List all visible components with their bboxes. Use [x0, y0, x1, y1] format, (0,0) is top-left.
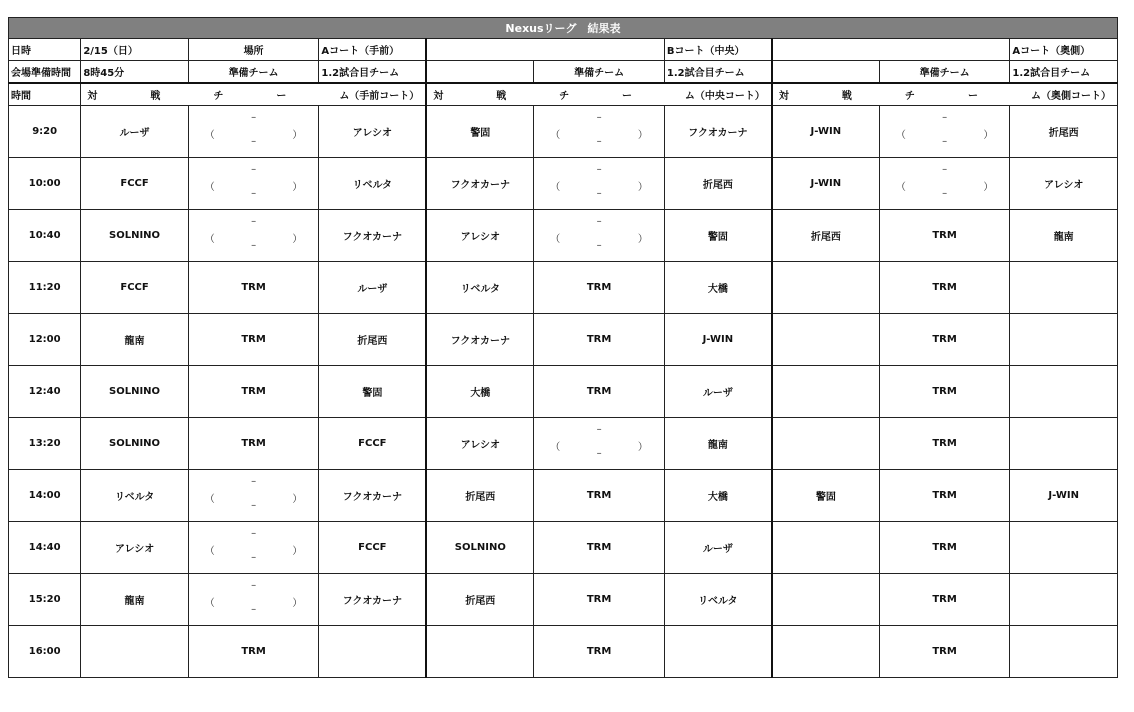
away-team: フクオカーナ: [319, 574, 426, 626]
close-paren: ）: [292, 130, 303, 141]
score-placeholder: [188, 470, 319, 522]
table-row: [9, 626, 1118, 678]
home-team: [772, 626, 879, 678]
results-sheet: [8, 17, 1118, 678]
score-dash: –: [596, 448, 602, 459]
away-team: 折尾西: [664, 158, 771, 210]
versus-header-char: ム（手前コート）: [339, 91, 420, 102]
score-placeholder: [188, 574, 319, 626]
table-row: [9, 106, 1118, 158]
referee-cell: TRM: [879, 418, 1010, 470]
home-team: フクオカーナ: [426, 158, 533, 210]
score-dash: –: [251, 552, 257, 563]
score-dash: –: [251, 240, 257, 251]
score-dash: –: [596, 112, 602, 123]
close-paren: ）: [637, 182, 648, 193]
home-team: [772, 574, 879, 626]
away-team: フクオカーナ: [319, 470, 426, 522]
referee-cell: TRM: [534, 626, 665, 678]
open-paren: （: [550, 130, 561, 141]
score-dash: –: [251, 112, 257, 123]
versus-header-char: チ: [213, 91, 224, 102]
home-team: SOLNINO: [426, 522, 533, 574]
referee-cell: TRM: [188, 418, 319, 470]
match-time: 13:20: [9, 418, 81, 470]
home-team: J-WIN: [772, 106, 879, 158]
match-time: 14:00: [9, 470, 81, 522]
away-team: ルーザ: [319, 262, 426, 314]
versus-header-char: 対: [778, 91, 789, 102]
score-dash: –: [251, 528, 257, 539]
open-paren: （: [895, 130, 906, 141]
home-team: 大橋: [426, 366, 533, 418]
score-dash: –: [251, 580, 257, 591]
score-dash: –: [942, 188, 948, 199]
home-team: SOLNINO: [81, 366, 188, 418]
referee-cell: TRM: [879, 522, 1010, 574]
away-team: 龍南: [664, 418, 771, 470]
empty-cell: [426, 39, 664, 61]
table-row: [9, 418, 1118, 470]
sheet-title: Nexusリーグ 結果表: [9, 18, 1118, 39]
versus-header-char: ム（中央コート）: [684, 91, 765, 102]
away-team: リベルタ: [664, 574, 771, 626]
referee-cell: TRM: [188, 262, 319, 314]
away-team: フクオカーナ: [664, 106, 771, 158]
home-team: 警固: [772, 470, 879, 522]
prep-team-label: 準備チーム: [188, 61, 319, 84]
court-a-back-label: Aコート（奥側）: [1010, 39, 1118, 61]
versus-header-char: 対: [433, 91, 444, 102]
away-team: J-WIN: [664, 314, 771, 366]
match-time: 12:40: [9, 366, 81, 418]
score-dash: –: [596, 240, 602, 251]
away-team: ルーザ: [664, 522, 771, 574]
open-paren: （: [550, 234, 561, 245]
open-paren: （: [895, 182, 906, 193]
home-team: [426, 626, 533, 678]
versus-header-center: [426, 83, 772, 106]
match-time: 11:20: [9, 262, 81, 314]
versus-header-char: ム（奥側コート）: [1030, 91, 1111, 102]
table-row: [9, 262, 1118, 314]
table-row: [9, 522, 1118, 574]
close-paren: ）: [983, 182, 994, 193]
table-row: [9, 366, 1118, 418]
home-team: [772, 262, 879, 314]
court-b-center-label: Bコート（中央）: [664, 39, 771, 61]
home-team: [772, 366, 879, 418]
match-time: 12:00: [9, 314, 81, 366]
home-team: アレシオ: [426, 418, 533, 470]
away-team: [664, 626, 771, 678]
score-dash: –: [251, 188, 257, 199]
open-paren: （: [204, 182, 215, 193]
home-team: SOLNINO: [81, 210, 188, 262]
prep-time-label: 会場準備時間: [9, 61, 81, 84]
prep-team-label: 準備チーム: [534, 61, 665, 84]
away-team: [319, 626, 426, 678]
away-team: アレシオ: [1010, 158, 1118, 210]
close-paren: ）: [292, 494, 303, 505]
home-team: 折尾西: [426, 470, 533, 522]
referee-cell: TRM: [879, 626, 1010, 678]
home-team: リベルタ: [81, 470, 188, 522]
close-paren: ）: [292, 182, 303, 193]
match-time: 14:40: [9, 522, 81, 574]
score-placeholder: [188, 158, 319, 210]
score-dash: –: [251, 500, 257, 511]
score-dash: –: [596, 188, 602, 199]
score-dash: –: [596, 136, 602, 147]
close-paren: ）: [292, 598, 303, 609]
away-team: フクオカーナ: [319, 210, 426, 262]
match-time: 15:20: [9, 574, 81, 626]
score-placeholder: [188, 522, 319, 574]
home-team: 警固: [426, 106, 533, 158]
empty-cell: [772, 61, 879, 84]
open-paren: （: [204, 494, 215, 505]
away-team: [1010, 418, 1118, 470]
score-placeholder: [188, 210, 319, 262]
versus-header-char: チ: [904, 91, 915, 102]
away-team: [1010, 262, 1118, 314]
referee-cell: TRM: [534, 522, 665, 574]
empty-cell: [426, 61, 533, 84]
versus-header-char: ー: [967, 91, 978, 102]
versus-header-char: 対: [87, 91, 98, 102]
referee-cell: TRM: [879, 314, 1010, 366]
prep-time-value: 8時45分: [81, 61, 188, 84]
score-dash: –: [251, 164, 257, 175]
score-placeholder: [534, 210, 665, 262]
close-paren: ）: [637, 130, 648, 141]
away-team: [1010, 626, 1118, 678]
home-team: [772, 314, 879, 366]
score-placeholder: [188, 106, 319, 158]
score-dash: –: [251, 476, 257, 487]
referee-cell: TRM: [534, 366, 665, 418]
referee-cell: TRM: [534, 470, 665, 522]
away-team: リベルタ: [319, 158, 426, 210]
versus-header-char: チ: [559, 91, 570, 102]
home-team: ルーザ: [81, 106, 188, 158]
score-dash: –: [942, 112, 948, 123]
referee-cell: TRM: [879, 262, 1010, 314]
home-team: [772, 418, 879, 470]
away-team: [1010, 314, 1118, 366]
score-dash: –: [251, 604, 257, 615]
score-dash: –: [596, 216, 602, 227]
versus-header-char: ー: [276, 91, 287, 102]
score-dash: –: [942, 164, 948, 175]
referee-cell: TRM: [534, 314, 665, 366]
away-team: 折尾西: [319, 314, 426, 366]
open-paren: （: [550, 182, 561, 193]
home-team: J-WIN: [772, 158, 879, 210]
home-team: 折尾西: [426, 574, 533, 626]
score-placeholder: [879, 106, 1010, 158]
match-time: 10:00: [9, 158, 81, 210]
table-row: [9, 158, 1118, 210]
referee-cell: TRM: [879, 210, 1010, 262]
open-paren: （: [204, 130, 215, 141]
home-team: リベルタ: [426, 262, 533, 314]
home-team: アレシオ: [81, 522, 188, 574]
versus-header-char: ー: [621, 91, 632, 102]
versus-header-back: [772, 83, 1118, 106]
open-paren: （: [204, 234, 215, 245]
home-team: [772, 522, 879, 574]
home-team: 龍南: [81, 314, 188, 366]
first-two-label: 1.2試合目チーム: [319, 61, 426, 84]
match-time: 16:00: [9, 626, 81, 678]
match-time: 9:20: [9, 106, 81, 158]
table-row: [9, 574, 1118, 626]
referee-cell: TRM: [534, 262, 665, 314]
versus-header-char: 戦: [150, 91, 161, 102]
away-team: 警固: [319, 366, 426, 418]
score-placeholder: [534, 158, 665, 210]
score-dash: –: [596, 424, 602, 435]
away-team: ルーザ: [664, 366, 771, 418]
home-team: FCCF: [81, 262, 188, 314]
versus-header-char: 戦: [496, 91, 507, 102]
score-dash: –: [596, 164, 602, 175]
home-team: 龍南: [81, 574, 188, 626]
close-paren: ）: [292, 234, 303, 245]
score-placeholder: [534, 418, 665, 470]
score-dash: –: [251, 216, 257, 227]
away-team: 龍南: [1010, 210, 1118, 262]
referee-cell: TRM: [188, 314, 319, 366]
empty-cell: [772, 39, 1010, 61]
match-time: 10:40: [9, 210, 81, 262]
table-row: [9, 210, 1118, 262]
referee-cell: TRM: [188, 626, 319, 678]
versus-header-front: [81, 83, 427, 106]
first-two-label: 1.2試合目チーム: [1010, 61, 1118, 84]
close-paren: ）: [983, 130, 994, 141]
home-team: SOLNINO: [81, 418, 188, 470]
table-row: [9, 470, 1118, 522]
away-team: J-WIN: [1010, 470, 1118, 522]
table-row: [9, 314, 1118, 366]
referee-cell: TRM: [879, 366, 1010, 418]
away-team: [1010, 366, 1118, 418]
results-table: [8, 17, 1118, 678]
open-paren: （: [204, 598, 215, 609]
prep-team-label: 準備チーム: [879, 61, 1010, 84]
away-team: 大橋: [664, 470, 771, 522]
away-team: 折尾西: [1010, 106, 1118, 158]
score-dash: –: [942, 136, 948, 147]
score-placeholder: [879, 158, 1010, 210]
away-team: アレシオ: [319, 106, 426, 158]
referee-cell: TRM: [879, 470, 1010, 522]
place-label: 場所: [188, 39, 319, 61]
versus-header-char: 戦: [841, 91, 852, 102]
referee-cell: TRM: [188, 366, 319, 418]
close-paren: ）: [637, 234, 648, 245]
score-dash: –: [251, 136, 257, 147]
home-team: 折尾西: [772, 210, 879, 262]
date-value: 2/15（日）: [81, 39, 188, 61]
first-two-label: 1.2試合目チーム: [664, 61, 771, 84]
away-team: 大橋: [664, 262, 771, 314]
away-team: FCCF: [319, 418, 426, 470]
away-team: [1010, 574, 1118, 626]
home-team: [81, 626, 188, 678]
referee-cell: TRM: [879, 574, 1010, 626]
away-team: FCCF: [319, 522, 426, 574]
close-paren: ）: [292, 546, 303, 557]
home-team: FCCF: [81, 158, 188, 210]
date-label: 日時: [9, 39, 81, 61]
score-placeholder: [534, 106, 665, 158]
close-paren: ）: [637, 442, 648, 453]
time-label: 時間: [9, 83, 81, 106]
court-a-front-label: Aコート（手前）: [319, 39, 426, 61]
referee-cell: TRM: [534, 574, 665, 626]
open-paren: （: [204, 546, 215, 557]
home-team: フクオカーナ: [426, 314, 533, 366]
home-team: アレシオ: [426, 210, 533, 262]
away-team: 警固: [664, 210, 771, 262]
away-team: [1010, 522, 1118, 574]
open-paren: （: [550, 442, 561, 453]
